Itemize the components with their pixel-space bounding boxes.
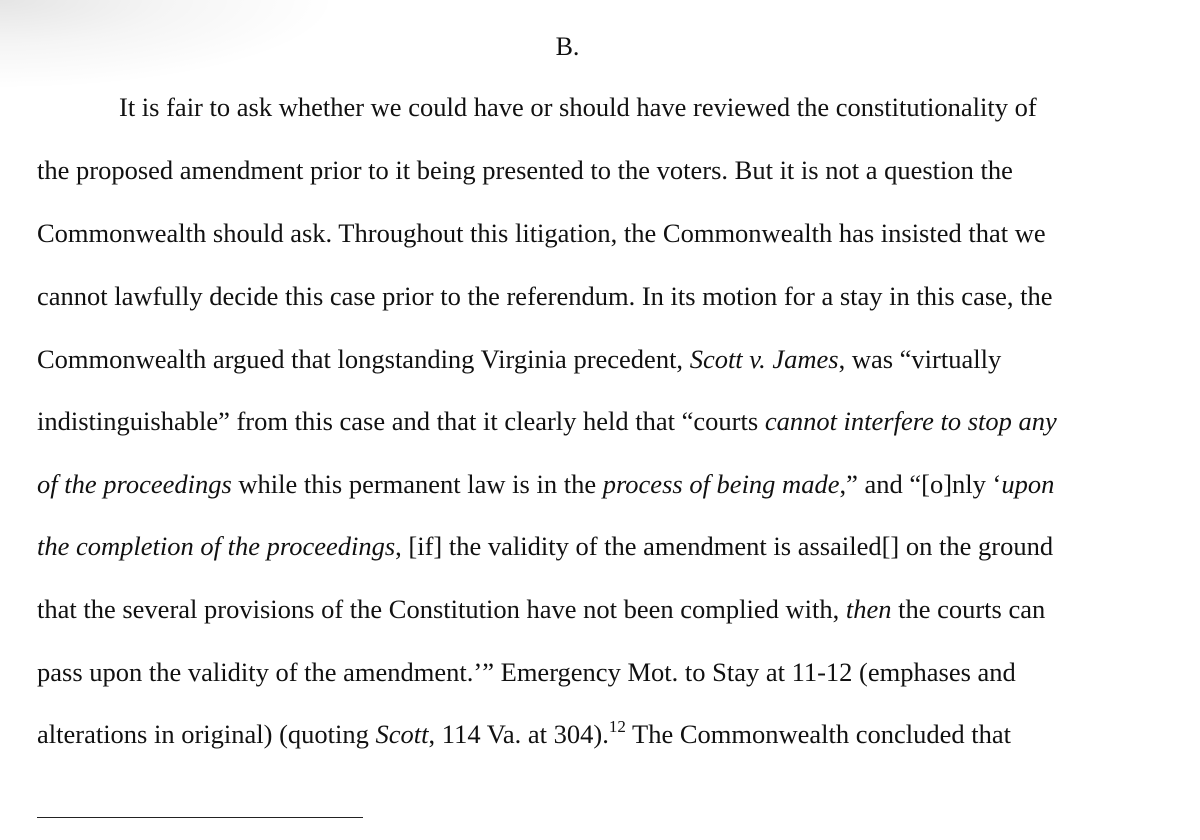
body-line-6 (37, 405, 1057, 437)
body-line-9 (37, 593, 1045, 625)
italic-text-run: of the proceedings (37, 469, 232, 499)
footnote-reference[interactable]: 12 (608, 717, 626, 736)
body-line-3 (37, 217, 1046, 249)
text-run: the courts can (891, 594, 1046, 624)
footnote-separator (37, 817, 363, 818)
body-line-2 (37, 154, 1013, 186)
text-run: , [if] the validity of the amendment is assailed[] on the ground (395, 531, 1054, 561)
body-line-4 (37, 280, 1053, 312)
text-run: Commonwealth argued that longstanding Virginia precedent, (37, 344, 690, 374)
italic-text-run: Scott (375, 719, 429, 749)
text-run: , was “virtually (838, 344, 1002, 374)
text-run: while this permanent law is in the (231, 469, 603, 499)
text-run: alterations in original) (quoting (37, 719, 376, 749)
text-run: indistinguishable” from this case and that it clearly held that “courts (37, 406, 765, 436)
body-line-10 (37, 656, 1016, 688)
text-run: It is fair to ask whether we could have or should have reviewed the constitutionality of (119, 92, 1037, 122)
italic-text-run: upon (1001, 469, 1055, 499)
text-run: that the several provisions of the Constitution have not been complied with, (37, 594, 846, 624)
italic-text-run: Scott v. James (689, 344, 839, 374)
text-run: cannot lawfully decide this case prior to the referendum. In its motion for a stay in this case, the (37, 281, 1053, 311)
italic-text-run: the completion of the proceedings (37, 531, 396, 561)
body-line-1 (119, 91, 1037, 123)
italic-text-run: cannot interfere to stop any (764, 406, 1057, 436)
text-run: , 114 Va. at 304). (428, 719, 609, 749)
italic-text-run: process of being made (602, 469, 840, 499)
body-line-5 (37, 343, 1001, 375)
section-heading: B. (555, 32, 580, 61)
body-line-11 (37, 718, 1011, 750)
text-run: The Commonwealth concluded that (625, 719, 1012, 749)
text-run: pass upon the validity of the amendment.’” Emergency Mot. to Stay at 11-12 (emphases and (37, 657, 1016, 687)
body-line-8 (37, 530, 1053, 562)
text-run: Commonwealth should ask. Throughout this litigation, the Commonwealth has insisted that we (37, 218, 1046, 248)
text-run: the proposed amendment prior to it being presented to the voters. But it is not a question the (37, 155, 1013, 185)
text-run: ,” and “[o]nly ‘ (839, 469, 1002, 499)
italic-text-run: then (845, 594, 892, 624)
body-line-7 (37, 468, 1054, 500)
